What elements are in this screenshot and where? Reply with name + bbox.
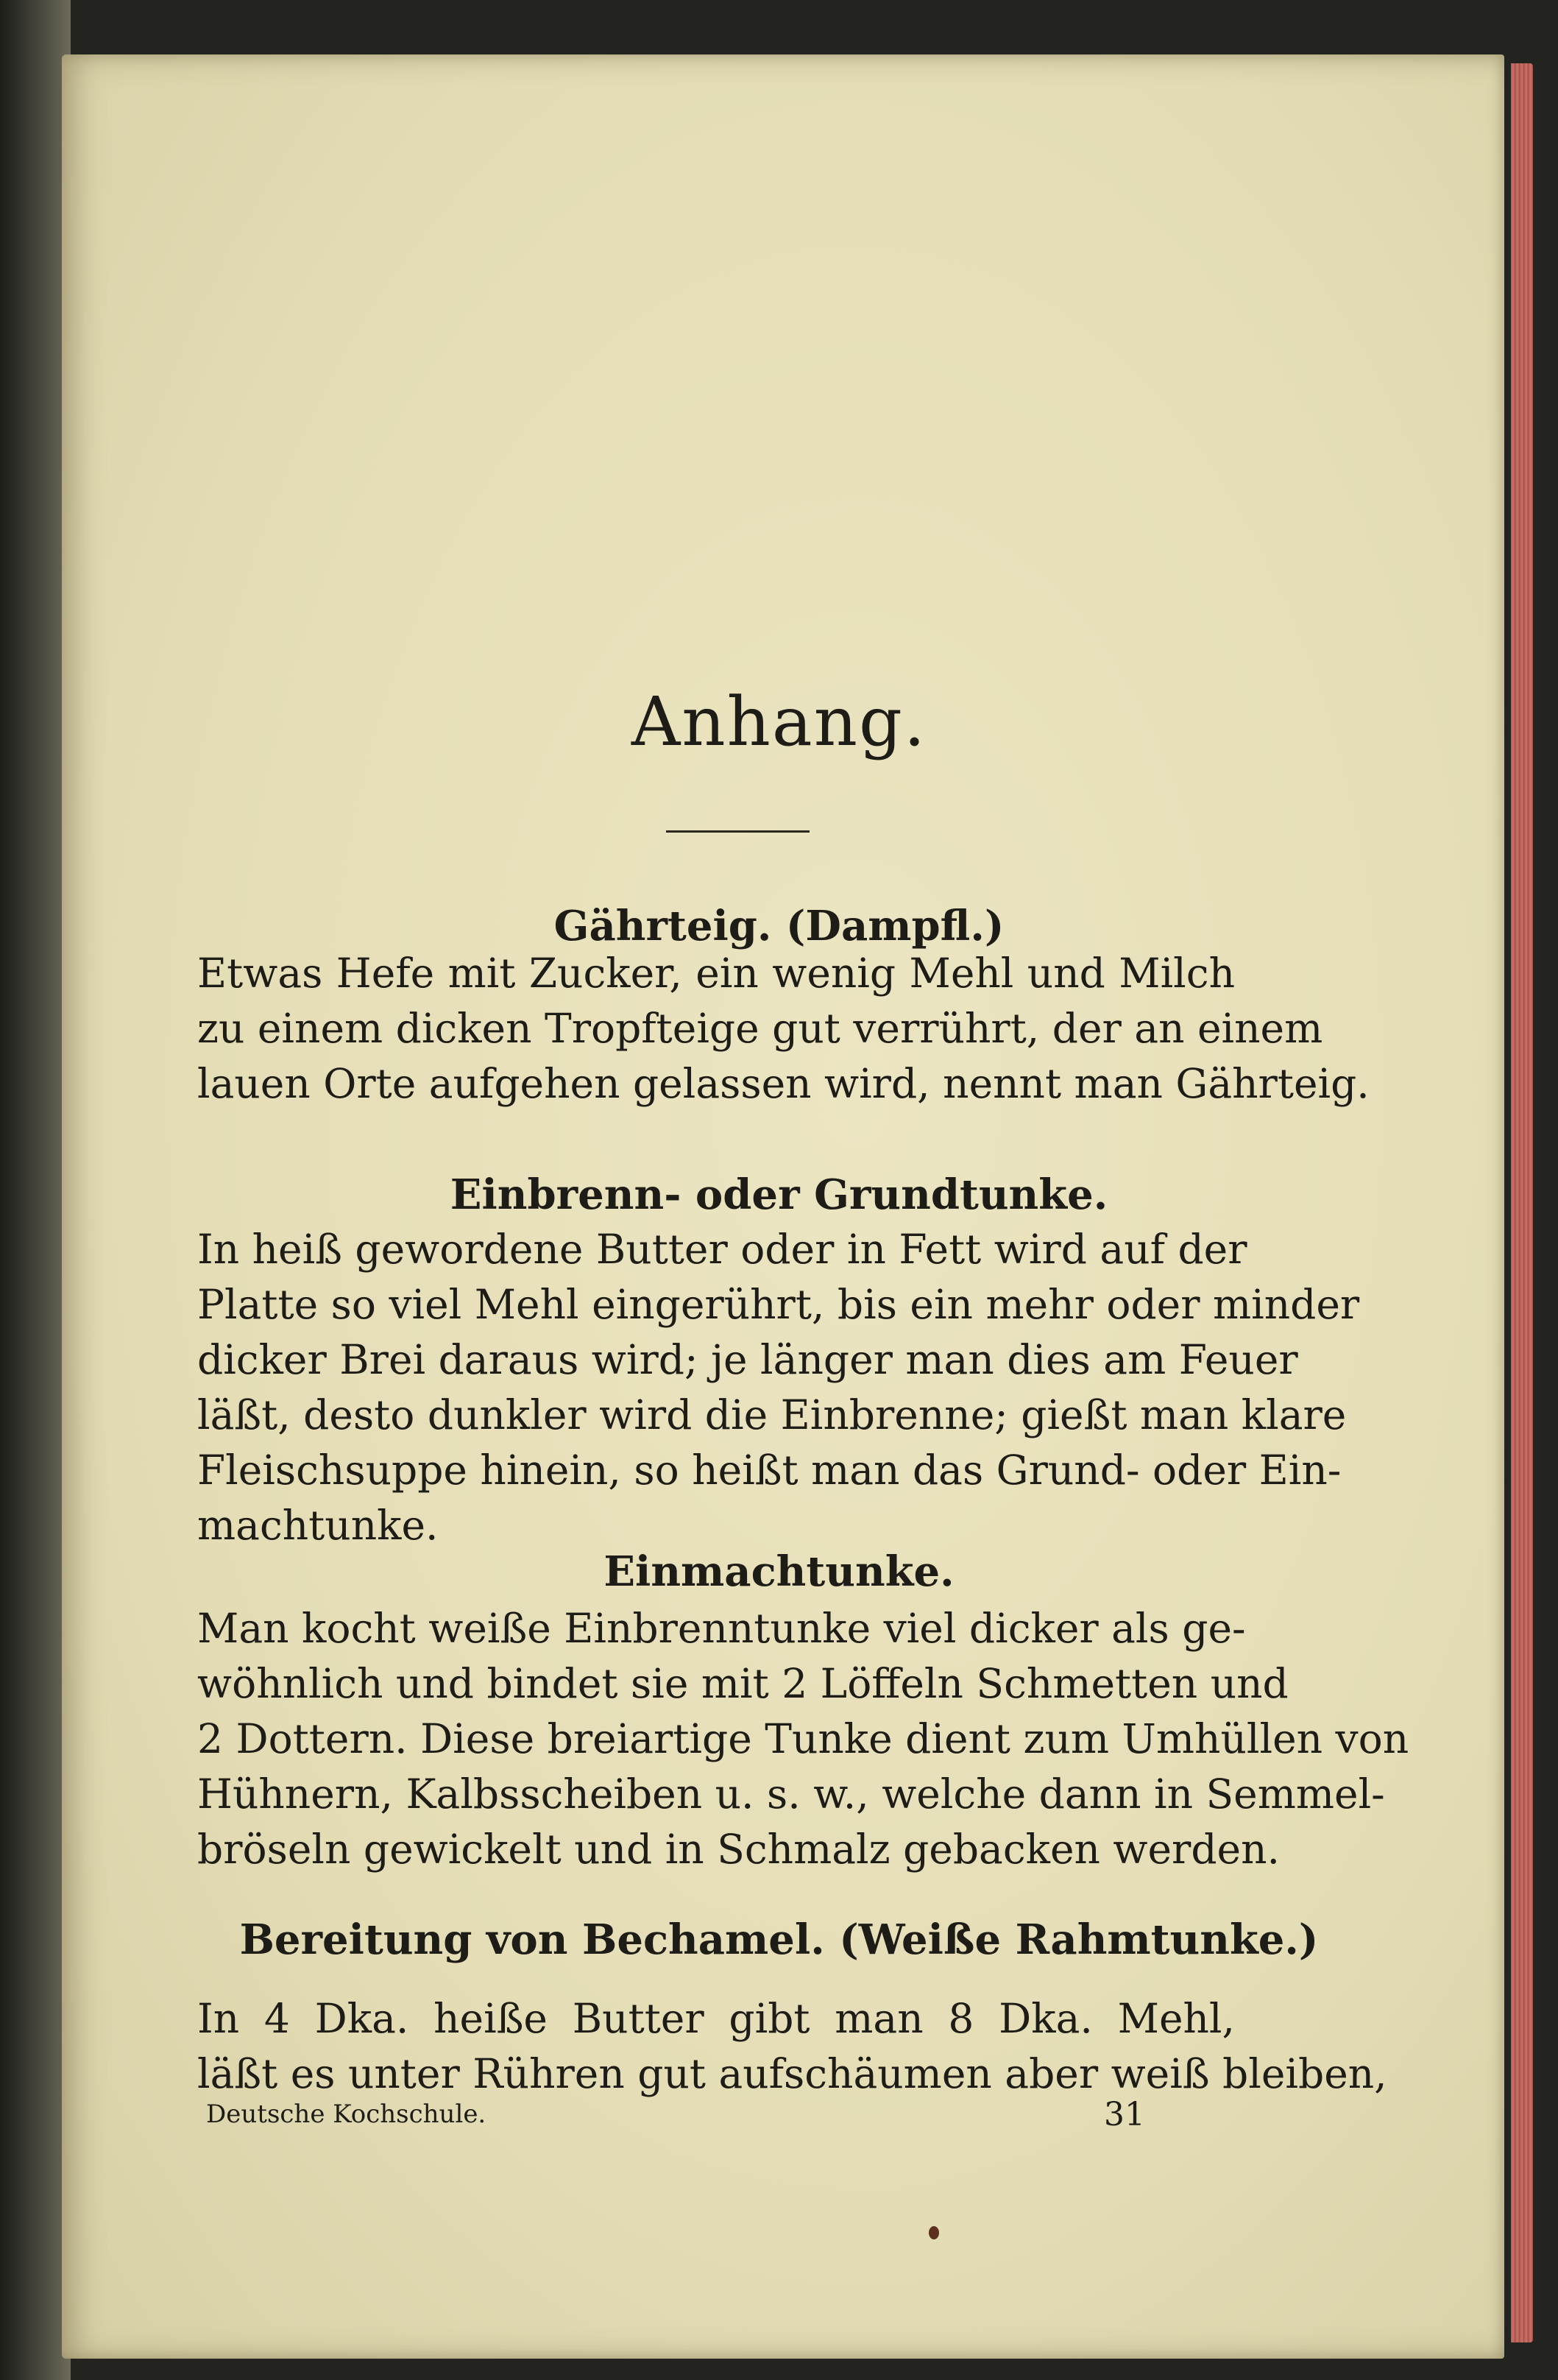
ink-spot [929,2226,939,2239]
text-line: dicker Brei daraus wird; je länger man dies am Feuer [197,1336,1298,1383]
section-body-gaehrteig [197,946,1370,1112]
text-line: machtunke. [197,1502,439,1549]
text-line: In heiß gewordene Butter oder in Fett wird auf der [197,1226,1247,1273]
section-heading-gaehrteig: Gährteig. (Dampfl.) [553,902,1005,950]
page-number: 31 [1104,2096,1145,2133]
footer-signature: Deutsche Kochschule. [206,2100,486,2129]
section-body-einbrenn [197,1222,1360,1553]
text-line: lauen Orte aufgehen gelassen wird, nennt man Gährteig. [197,1060,1370,1107]
text-line: Hühnern, Kalbsscheiben u. s. w., welche dann in Semmel- [197,1770,1385,1818]
section-heading-bechamel: Bereitung von Bechamel. (Weiße Rahmtunke.) [239,1915,1319,1964]
page-title: Anhang. [631,682,927,761]
section-heading-einbrenn: Einbrenn- oder Grundtunke. [450,1170,1108,1219]
text-line: Etwas Hefe mit Zucker, ein wenig Mehl und Milch [197,950,1235,997]
text-line: zu einem dicken Tropfteige gut verrührt, der an einem [197,1005,1323,1052]
title-divider [666,830,810,833]
section-heading-einmachtunke: Einmachtunke. [603,1547,955,1596]
text-line: Fleischsuppe hinein, so heißt man das Grund- oder Ein- [197,1447,1342,1494]
text-line: bröseln gewickelt und in Schmalz gebacken werden. [197,1826,1281,1873]
text-line: In 4 Dka. heiße Butter gibt man 8 Dka. Mehl, [197,1995,1235,2042]
section-body-einmachtunke [197,1601,1409,1877]
text-line: läßt es unter Rühren gut aufschäumen aber weiß bleiben, [197,2050,1387,2097]
text-line: wöhnlich und bindet sie mit 2 Löffeln Schmetten und [197,1660,1289,1707]
text-line: Platte so viel Mehl eingerührt, bis ein mehr oder minder [197,1281,1360,1328]
text-line: 2 Dottern. Diese breiartige Tunke dient zum Umhüllen von [197,1715,1409,1762]
text-line: Man kocht weiße Einbrenntunke viel dicker als ge- [197,1605,1246,1652]
section-body-bechamel [197,1991,1387,2102]
text-line: läßt, desto dunkler wird die Einbrenne; gießt man klare [197,1391,1347,1438]
